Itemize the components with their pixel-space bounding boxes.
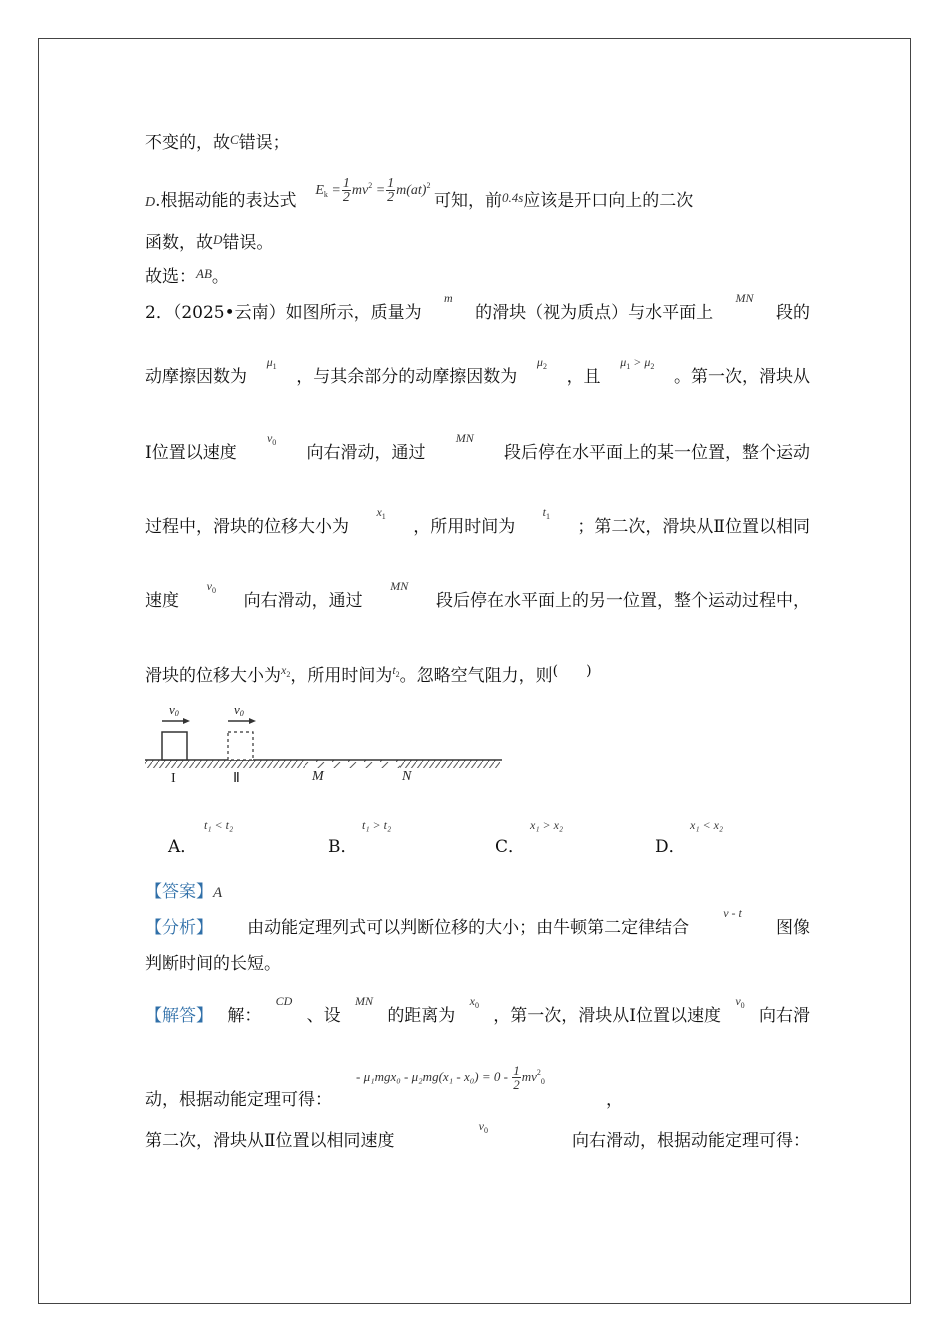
option-b[interactable]: B． [328,837,358,857]
point-label-M: M [312,769,324,784]
solution-line: 动，根据动能定理可得： [145,1090,332,1110]
block-position-II [228,732,253,760]
text-line: 故选：$^{AB}$。 [145,266,229,287]
energy-equation: - μ₁mgx₀ - μ₂mg(x₁ - x₀) = 0 - $\frac{1}{2}$ $mv^2_0$ [356,1063,545,1092]
answer-line: 【答案】A [145,882,223,902]
option-a-expr: t₁ < t₂ [204,818,234,832]
kinetic-energy-formula: Ek = 1 2 mv2 = 1 2 m(at)2 [315,175,431,205]
option-d[interactable]: D． [655,837,686,857]
option-c[interactable]: C． [495,837,526,857]
solution-line: 第二次，滑块从Ⅱ位置以相同速度 $v_0$ 向右滑动，根据动能定理可得： [145,1119,810,1151]
option-b-expr: t₁ > t₂ [362,818,392,832]
question-line: 滑块的位移大小为$^{x_2}$，所用时间为$^{t_2}$。忽略空气阻力，则( ) [145,663,592,686]
velocity-label-1: v0 [169,702,179,718]
option-c-expr: x₁ > x₂ [530,818,564,832]
text-line: 函数，故$^D$错误。 [145,232,274,253]
option-a[interactable]: A． [168,837,198,857]
question-line: 2．（2025•云南）如图所示，质量为 m 的滑块（视为质点）与水平面上 MN 段的 [145,291,810,323]
analysis-line: 【分析】 由动能定理列式可以判断位移的大小；由牛顿第二定律结合 v - t 图像 [145,906,810,938]
analysis-line: 判断时间的长短。 [145,954,281,974]
question-line: 速度 $v_0$ 向右滑动，通过 MN 段后停在水平面上的另一位置，整个运动过程中， [145,579,810,611]
physics-figure [140,698,510,790]
question-line: Ⅰ位置以速度 $v_0$ 向右滑动，通过 MN 段后停在水平面上的某一位置，整个运动 [145,431,810,463]
text-line: 不变的，故$^C$错误； [145,132,290,153]
point-label-N: N [402,769,412,784]
block-position-I [162,732,187,760]
text-line: D.根据动能的表达式 $^{E_k = \frac{1}{2} mv^2 = \frac{1}{2} m(at)^2}$ 可知，前$^{0.4s}$应该是开口向上的二次 [145,175,694,211]
solution-line: 【解答】 解： CD 、设 MN 的距离为 $x_0$ ，第一次，滑块从Ⅰ位置以速度 $v_0$ 向右滑 [145,994,810,1026]
option-d-expr: x₁ < x₂ [690,818,724,832]
question-line: 过程中，滑块的位移大小为 $x_1$ ，所用时间为 $t_1$ ；第二次，滑块从Ⅱ位置以相同 [145,505,810,537]
equation-comma: ， [606,1090,623,1110]
position-label-II: Ⅱ [233,771,240,786]
position-label-I: I [171,771,176,786]
velocity-label-2: v0 [234,702,244,718]
question-line: 动摩擦因数为 $\mu_1$ ，与其余部分的动摩擦因数为 $\mu_2$ ，且 $\mu_1 > \mu_2$ 。第一次，滑块从 [145,355,810,387]
